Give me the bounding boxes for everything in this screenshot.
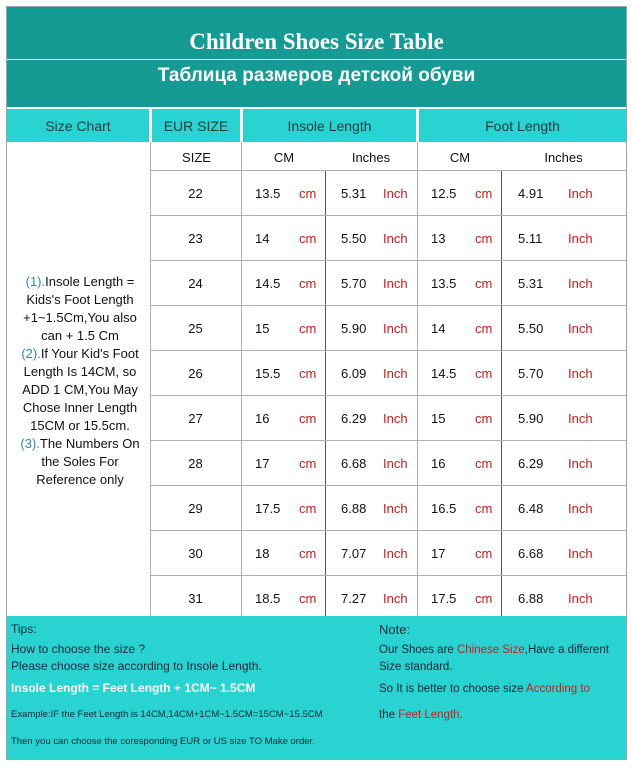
note-number: (1). (25, 274, 46, 289)
insole-cm-value: 18 (255, 546, 270, 561)
grid-line (501, 170, 502, 616)
unit-inch: Inch (568, 456, 593, 471)
unit-cm: cm (299, 231, 317, 246)
unit-inch: Inch (383, 186, 408, 201)
unit-cm: cm (299, 411, 317, 426)
unit-inch: Inch (383, 366, 408, 381)
unit-cm: cm (475, 186, 493, 201)
header-eur-size: EUR SIZE (152, 109, 241, 142)
note-highlight: Chinese Size (456, 644, 525, 656)
note-number: (2). (21, 346, 41, 361)
note-highlight: Feet Length (398, 709, 460, 721)
grid-line (325, 170, 326, 616)
note-line-3 (379, 683, 590, 695)
foot-inch-value: 4.91 (518, 186, 544, 201)
footer-panel (7, 616, 626, 759)
foot-cm-value: 16 (431, 456, 446, 471)
size-value: 25 (188, 321, 203, 336)
unit-inch: Inch (383, 231, 408, 246)
insole-cm-value: 18.5 (255, 591, 281, 606)
insole-cm-value: 17 (255, 456, 270, 471)
title-english: Children Shoes Size Table (189, 29, 444, 54)
insole-inch-value: 5.70 (341, 276, 367, 291)
subheader-insole-inches: Inches (351, 149, 391, 165)
unit-cm: cm (299, 276, 317, 291)
unit-cm: cm (299, 456, 317, 471)
size-value: 26 (188, 366, 203, 381)
foot-inch-value: 5.50 (518, 321, 544, 336)
unit-cm: cm (475, 411, 493, 426)
unit-inch: Inch (568, 321, 593, 336)
insole-cm-value: 15 (255, 321, 270, 336)
unit-inch: Inch (383, 411, 408, 426)
unit-inch: Inch (568, 366, 593, 381)
note-highlight: According to (526, 683, 590, 695)
subheader-foot-inches: Inches (544, 149, 583, 165)
size-value: 22 (188, 186, 203, 201)
insole-inch-value: 6.09 (341, 366, 367, 381)
insole-inch-value: 6.88 (341, 501, 367, 516)
unit-inch: Inch (568, 501, 593, 516)
left-note (11, 273, 149, 489)
foot-cm-value: 12.5 (431, 186, 457, 201)
foot-cm-value: 14.5 (431, 366, 457, 381)
unit-cm: cm (475, 231, 493, 246)
foot-cm-value: 16.5 (431, 501, 457, 516)
size-value: 24 (188, 276, 203, 291)
unit-inch: Inch (383, 276, 408, 291)
foot-cm-value: 13.5 (431, 276, 457, 291)
foot-cm-value: 13 (431, 231, 446, 246)
unit-inch: Inch (568, 186, 593, 201)
insole-cm-value: 16 (255, 411, 270, 426)
insole-inch-value: 5.31 (341, 186, 367, 201)
insole-inch-value: 5.50 (341, 231, 367, 246)
insole-inch-value: 6.68 (341, 456, 367, 471)
foot-inch-value: 5.90 (518, 411, 544, 426)
grid-line (417, 142, 418, 616)
insole-inch-value: 7.27 (341, 591, 367, 606)
size-value: 28 (188, 456, 203, 471)
unit-cm: cm (475, 546, 493, 561)
unit-inch: Inch (568, 276, 593, 291)
note-text: So It is better to choose size (379, 683, 527, 695)
foot-cm-value: 17.5 (431, 591, 457, 606)
subheader-foot-cm: CM (449, 149, 471, 165)
unit-cm: cm (475, 276, 493, 291)
note-line-2: Size standard. (379, 661, 453, 673)
insole-cm-value: 14.5 (255, 276, 281, 291)
tips-then: Then you can choose the coresponding EUR or US size TO Make order. (11, 736, 315, 747)
insole-inch-value: 7.07 (341, 546, 367, 561)
unit-inch: Inch (383, 456, 408, 471)
note-line-1 (379, 644, 609, 656)
note-label: Note: (379, 622, 411, 637)
unit-cm: cm (299, 591, 317, 606)
insole-inch-value: 5.90 (341, 321, 367, 336)
unit-inch: Inch (568, 546, 593, 561)
unit-cm: cm (475, 321, 493, 336)
unit-inch: Inch (568, 591, 593, 606)
subheader-size: SIZE (182, 149, 211, 165)
title-russian: Таблица размеров детской обуви (157, 65, 476, 86)
insole-cm-value: 14 (255, 231, 270, 246)
tips-line-2: Please choose size according to Insole Length. (11, 659, 262, 673)
foot-inch-value: 6.88 (518, 591, 544, 606)
unit-cm: cm (475, 366, 493, 381)
header-size-chart: Size Chart (7, 109, 150, 142)
tips-example: Example:IF the Feet Length is 14CM,14CM+1CM~1.5CM=15CM~15.5CM (11, 709, 323, 720)
unit-inch: Inch (568, 411, 593, 426)
note-text: the (379, 709, 399, 721)
foot-inch-value: 5.11 (518, 231, 543, 246)
unit-cm: cm (299, 321, 317, 336)
unit-inch: Inch (383, 321, 408, 336)
unit-cm: cm (475, 456, 493, 471)
tips-formula: Insole Length = Feet Length + 1CM~ 1.5CM (11, 681, 256, 695)
size-value: 23 (188, 231, 203, 246)
foot-cm-value: 14 (431, 321, 446, 336)
note-text: ,Have a different (524, 644, 609, 656)
foot-inch-value: 5.70 (518, 366, 544, 381)
unit-cm: cm (299, 546, 317, 561)
unit-inch: Inch (383, 546, 408, 561)
size-value: 30 (188, 546, 203, 561)
title-divider (7, 59, 626, 60)
size-value: 31 (188, 591, 203, 606)
unit-cm: cm (475, 591, 493, 606)
tips-label: Tips: (11, 622, 37, 636)
foot-inch-value: 5.31 (518, 276, 544, 291)
subheader-insole-cm: CM (273, 149, 295, 165)
header-insole-length: Insole Length (243, 109, 417, 142)
tips-line-1: How to choose the size ? (11, 642, 146, 656)
note-line-4 (379, 709, 463, 721)
size-table (6, 6, 627, 760)
foot-inch-value: 6.68 (518, 546, 544, 561)
insole-inch-value: 6.29 (341, 411, 367, 426)
header-foot-length: Foot Length (419, 109, 626, 142)
note-text: The Numbers On the Soles For Reference only (36, 436, 140, 487)
insole-cm-value: 13.5 (255, 186, 281, 201)
size-value: 27 (188, 411, 203, 426)
unit-inch: Inch (383, 501, 408, 516)
foot-cm-value: 15 (431, 411, 446, 426)
size-value: 29 (188, 501, 203, 516)
unit-cm: cm (299, 501, 317, 516)
grid-line (241, 142, 242, 616)
insole-cm-value: 17.5 (255, 501, 281, 516)
note-text: Insole Length = Kids's Foot Length +1~1.5Cm,You also can + 1.5 Cm (23, 274, 137, 343)
unit-inch: Inch (568, 231, 593, 246)
note-text: Our Shoes are (379, 644, 457, 656)
insole-cm-value: 15.5 (255, 366, 281, 381)
foot-cm-value: 17 (431, 546, 446, 561)
foot-inch-value: 6.29 (518, 456, 544, 471)
note-number: (3). (20, 436, 40, 451)
unit-inch: Inch (383, 591, 408, 606)
foot-inch-value: 6.48 (518, 501, 544, 516)
title-banner (7, 7, 626, 107)
unit-cm: cm (299, 366, 317, 381)
unit-cm: cm (299, 186, 317, 201)
unit-cm: cm (475, 501, 493, 516)
note-text: If Your Kid's Foot Length Is 14CM, so ADD 1 CM,You May Chose Inner Length 15CM or 15.5cm. (22, 346, 139, 433)
note-text: . (459, 709, 463, 721)
